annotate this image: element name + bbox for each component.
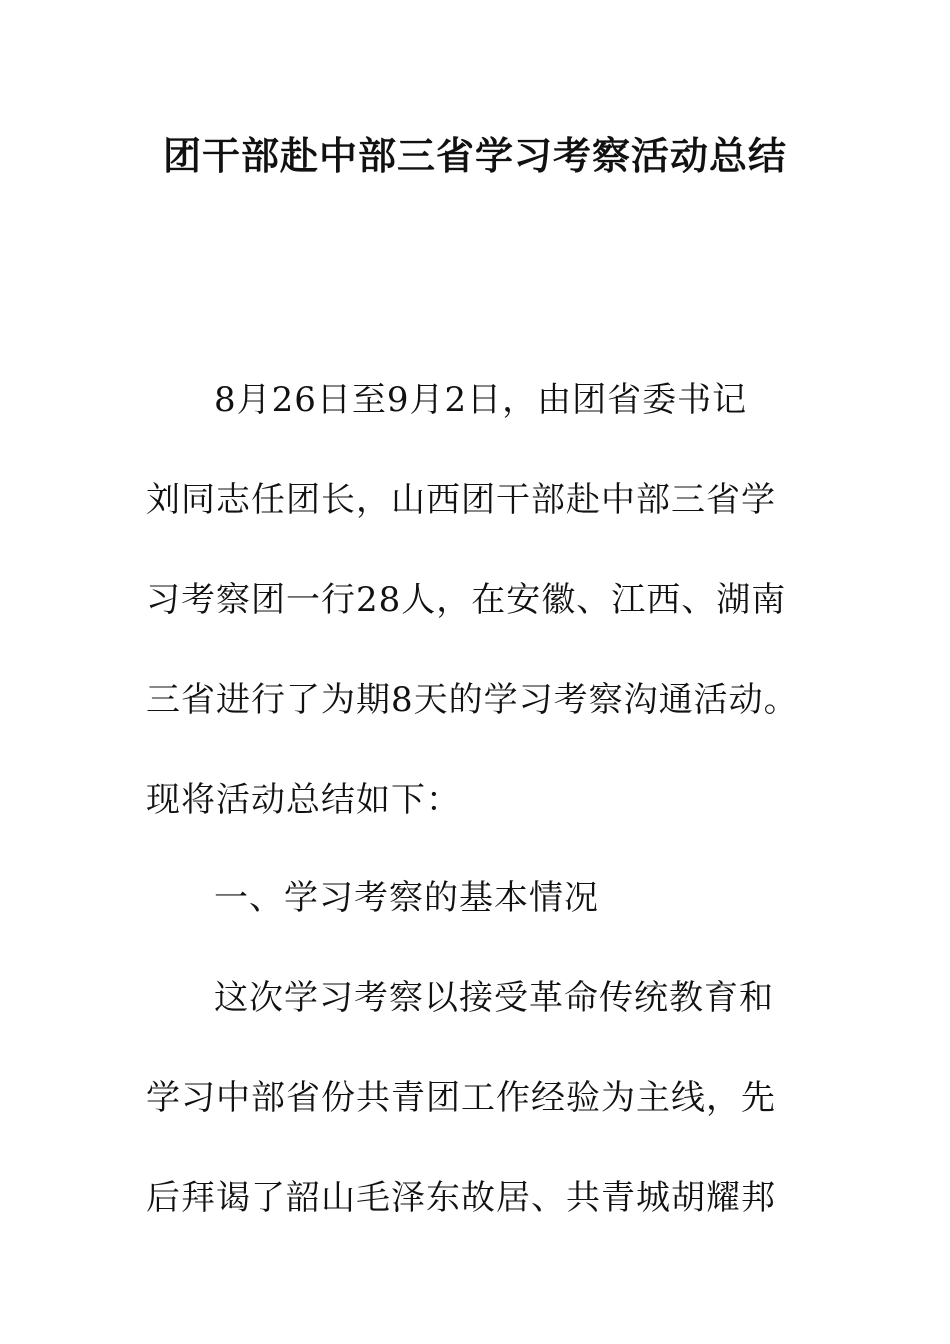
body-line-2: 刘同志任团长，山西团干部赴中部三省学 [146, 480, 776, 520]
section-heading: 一、学习考察的基本情况 [214, 878, 599, 918]
document-title: 团干部赴中部三省学习考察活动总结 [162, 134, 787, 178]
body-line-6: 这次学习考察以接受革命传统教育和 [214, 978, 774, 1018]
body-line-4: 三省进行了为期8天的学习考察沟通活动。 [146, 680, 799, 720]
body-line-3: 习考察团一行28人，在安徽、江西、湖南 [146, 580, 787, 620]
body-line-8: 后拜谒了韶山毛泽东故居、共青城胡耀邦 [146, 1178, 776, 1218]
body-line-7: 学习中部省份共青团工作经验为主线，先 [146, 1078, 776, 1118]
body-line-1: 8月26日至9月2日，由团省委书记 [214, 380, 748, 420]
body-line-5: 现将活动总结如下： [146, 780, 461, 820]
